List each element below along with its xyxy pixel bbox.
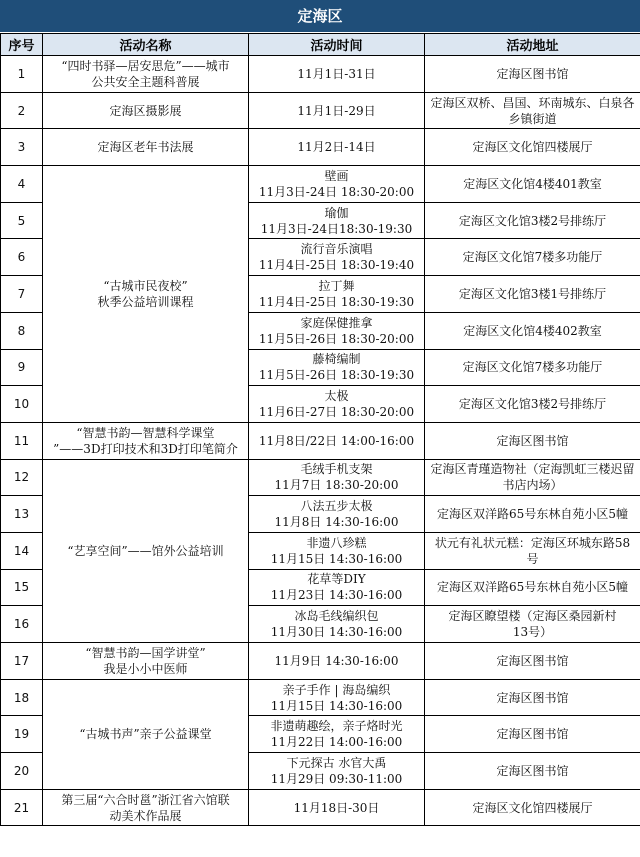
activity-name-line: “智慧书韵—国学讲堂” — [85, 645, 206, 660]
col-header-seq: 序号 — [1, 34, 43, 56]
activity-time — [249, 239, 425, 276]
activity-address-line: 定海区图书馆 — [496, 66, 569, 81]
row-seq: 5 — [1, 202, 43, 239]
row-seq: 6 — [1, 239, 43, 276]
activity-time — [249, 166, 425, 203]
activity-address-line: 定海区文化馆4楼402教室 — [463, 323, 602, 338]
activity-time-line: 冰岛毛线编织包 — [294, 609, 379, 624]
activity-time — [249, 679, 425, 716]
table-row — [1, 422, 640, 459]
activity-time-line: 11月15日 14:30-16:00 — [270, 551, 403, 566]
table-row — [1, 129, 640, 166]
col-header-time: 活动时间 — [249, 34, 425, 56]
activity-time-line: 11月22日 14:00-16:00 — [270, 735, 403, 750]
row-seq: 8 — [1, 312, 43, 349]
activity-time — [249, 92, 425, 129]
activity-address-line: 状元有礼状元糕：定海区环城东路58 — [434, 535, 631, 550]
activity-address — [425, 679, 640, 716]
row-seq: 15 — [1, 569, 43, 606]
activity-address — [425, 386, 640, 423]
activity-address — [425, 422, 640, 459]
row-seq: 7 — [1, 276, 43, 313]
activity-time-line: 11月8日/22日 14:00-16:00 — [258, 433, 415, 448]
activity-time-line: 非遗萌趣绘，亲子烙时光 — [270, 719, 403, 734]
activity-address-line: 定海区青瑾造物社（定海凯虹三楼迟留 — [430, 462, 635, 477]
activity-address-line: 定海区文化馆7楼多功能厅 — [462, 360, 603, 375]
activity-time — [249, 643, 425, 680]
col-header-name: 活动名称 — [43, 34, 249, 56]
activity-time — [249, 312, 425, 349]
activity-address-line: 定海区图书馆 — [496, 653, 569, 668]
activity-address — [425, 239, 640, 276]
table-row — [1, 166, 640, 203]
row-seq: 1 — [1, 56, 43, 93]
activity-address — [425, 496, 640, 533]
activity-time-line: 11月4日-25日 18:30-19:40 — [258, 258, 415, 273]
activity-time-line: 11月18日-30日 — [293, 800, 380, 815]
activity-time — [249, 422, 425, 459]
activity-time-line: 11月6日-27日 18:30-20:00 — [258, 405, 415, 420]
activity-time-line: 非遗八珍糕 — [306, 535, 367, 550]
activity-time-line: 拉丁舞 — [318, 278, 355, 293]
activity-name — [43, 422, 249, 459]
activity-time-line: 花草等DIY — [307, 572, 366, 587]
activity-address-line: 定海区文化馆7楼多功能厅 — [462, 250, 603, 265]
header-row — [1, 34, 640, 56]
activity-address — [425, 92, 640, 129]
activity-address — [425, 753, 640, 790]
row-seq: 13 — [1, 496, 43, 533]
col-header-address: 活动地址 — [425, 34, 640, 56]
activity-time-line: 11月3日-24日18:30-19:30 — [260, 221, 413, 236]
activity-time-line: 毛绒手机支架 — [300, 462, 373, 477]
table-row — [1, 459, 640, 496]
activity-address — [425, 276, 640, 313]
activity-name — [43, 789, 249, 826]
activity-time-line: 11月7日 18:30-20:00 — [274, 478, 399, 493]
activity-name-line: 我是小小中医师 — [103, 661, 188, 676]
activity-time-line: 11月30日 14:30-16:00 — [270, 625, 403, 640]
activity-name — [43, 92, 249, 129]
activity-address-line: 定海区图书馆 — [496, 690, 569, 705]
row-seq: 20 — [1, 753, 43, 790]
activity-time — [249, 716, 425, 753]
activity-address — [425, 129, 640, 166]
activity-address — [425, 202, 640, 239]
activity-time-line: 11月5日-26日 18:30-19:30 — [258, 368, 415, 383]
row-seq: 17 — [1, 643, 43, 680]
activity-address — [425, 532, 640, 569]
activity-address — [425, 606, 640, 643]
row-seq: 16 — [1, 606, 43, 643]
activity-time-line: 下元探古 水官大禹 — [286, 755, 387, 770]
row-seq: 4 — [1, 166, 43, 203]
row-seq: 11 — [1, 422, 43, 459]
activity-time — [249, 56, 425, 93]
activity-time-line: 11月1日-29日 — [297, 103, 376, 118]
activity-name — [43, 643, 249, 680]
activity-address — [425, 166, 640, 203]
activity-address-line: 乡镇街道 — [508, 111, 557, 126]
table-row — [1, 56, 640, 93]
activity-name — [43, 166, 249, 423]
activity-name-line: “四时书驿—居安思危”——城市 — [61, 58, 230, 73]
activity-time-line: 11月3日-24日 18:30-20:00 — [258, 184, 415, 199]
activity-address-line: 定海区文化馆3楼2号排练厅 — [458, 213, 607, 228]
activity-address-line: 13号） — [512, 625, 553, 640]
activity-time — [249, 349, 425, 386]
activity-address-line: 定海区双洋路65号东林自苑小区5幢 — [437, 507, 628, 522]
activity-address-line: 号 — [526, 551, 539, 566]
activity-time — [249, 532, 425, 569]
activity-time — [249, 386, 425, 423]
activity-address-line: 书店内场） — [502, 478, 563, 493]
activity-name-line: 公共安全主题科普展 — [91, 74, 200, 89]
activity-time-line: 八法五步太极 — [300, 499, 373, 514]
activity-address — [425, 643, 640, 680]
row-seq: 2 — [1, 92, 43, 129]
activity-time — [249, 753, 425, 790]
activity-name — [43, 459, 249, 642]
activity-time-line: 壁画 — [324, 168, 349, 183]
row-seq: 14 — [1, 532, 43, 569]
district-title: 定海区 — [0, 0, 640, 33]
activity-time-line: 11月1日-31日 — [297, 66, 376, 81]
activity-name-line: 秋季公益培训课程 — [97, 294, 194, 309]
activity-time — [249, 202, 425, 239]
table-row — [1, 789, 640, 826]
activity-time-line: 11月15日 14:30-16:00 — [270, 698, 403, 713]
activity-time-line: 流行音乐演唱 — [300, 242, 373, 257]
activity-name-line: “智慧书韵—智慧科学课堂 — [76, 425, 215, 440]
activity-name-line: 定海区摄影展 — [109, 103, 182, 118]
activity-address-line: 定海区文化馆3楼2号排练厅 — [458, 397, 607, 412]
activity-rows — [1, 56, 640, 826]
activity-name-line: “古城市民夜校” — [103, 278, 188, 293]
activity-time-line: 家庭保健推拿 — [300, 315, 373, 330]
activity-time-line: 亲子手作 | 海岛编织 — [282, 682, 391, 697]
activity-name-line: “艺享空间”——馆外公益培训 — [67, 543, 224, 558]
row-seq: 3 — [1, 129, 43, 166]
activity-time-line: 11月23日 14:30-16:00 — [270, 588, 403, 603]
activity-address-line: 定海区瞭望楼（定海区桑园新村 — [448, 609, 617, 624]
activity-time — [249, 496, 425, 533]
row-seq: 18 — [1, 679, 43, 716]
activity-address-line: 定海区图书馆 — [496, 727, 569, 742]
activity-address-line: 定海区图书馆 — [496, 763, 569, 778]
activity-address-line: 定海区双洋路65号东林自苑小区5幢 — [437, 580, 628, 595]
activity-name-line: ”——3D打印技术和3D打印笔简介 — [53, 441, 238, 456]
activity-time-line: 太极 — [324, 389, 349, 404]
activity-time — [249, 569, 425, 606]
activity-time-line: 11月2日-14日 — [297, 140, 376, 155]
activity-time-line: 瑜伽 — [324, 205, 349, 220]
activity-address — [425, 569, 640, 606]
activity-name-line: 第三届“六合时邕”浙江省六馆联 — [61, 792, 230, 807]
activity-name-line: 动美术作品展 — [109, 808, 182, 823]
activity-name — [43, 679, 249, 789]
activity-time — [249, 276, 425, 313]
activity-name — [43, 129, 249, 166]
row-seq: 19 — [1, 716, 43, 753]
row-seq: 12 — [1, 459, 43, 496]
activity-time — [249, 459, 425, 496]
activity-address — [425, 349, 640, 386]
row-seq: 10 — [1, 386, 43, 423]
row-seq: 21 — [1, 789, 43, 826]
activity-address-line: 定海区文化馆四楼展厅 — [472, 800, 593, 815]
activity-address-line: 定海区文化馆3楼1号排练厅 — [458, 286, 607, 301]
activity-time — [249, 606, 425, 643]
activity-name-line: 定海区老年书法展 — [97, 140, 194, 155]
table-row — [1, 643, 640, 680]
activity-time-line: 11月4日-25日 18:30-19:30 — [258, 294, 415, 309]
activity-time-line: 藤椅编制 — [312, 352, 361, 367]
activity-address — [425, 312, 640, 349]
activity-address-line: 定海区文化馆4楼401教室 — [463, 176, 602, 191]
activity-time — [249, 129, 425, 166]
activity-address — [425, 56, 640, 93]
activity-time-line: 11月29日 09:30-11:00 — [270, 771, 403, 786]
activity-name-line: “古城书声”亲子公益课堂 — [79, 727, 212, 742]
activity-time-line: 11月8日 14:30-16:00 — [274, 515, 399, 530]
activity-address — [425, 716, 640, 753]
row-seq: 9 — [1, 349, 43, 386]
activity-time-line: 11月5日-26日 18:30-20:00 — [258, 331, 415, 346]
activity-table — [0, 33, 640, 826]
activity-address-line: 定海区文化馆四楼展厅 — [472, 140, 593, 155]
activity-address — [425, 789, 640, 826]
activity-address-line: 定海区双桥、昌国、环南城东、白泉各 — [430, 95, 635, 110]
activity-name — [43, 56, 249, 93]
activity-time-line: 11月9日 14:30-16:00 — [274, 653, 399, 668]
table-row — [1, 92, 640, 129]
table-row — [1, 679, 640, 716]
activity-address — [425, 459, 640, 496]
activity-address-line: 定海区图书馆 — [496, 433, 569, 448]
activity-time — [249, 789, 425, 826]
